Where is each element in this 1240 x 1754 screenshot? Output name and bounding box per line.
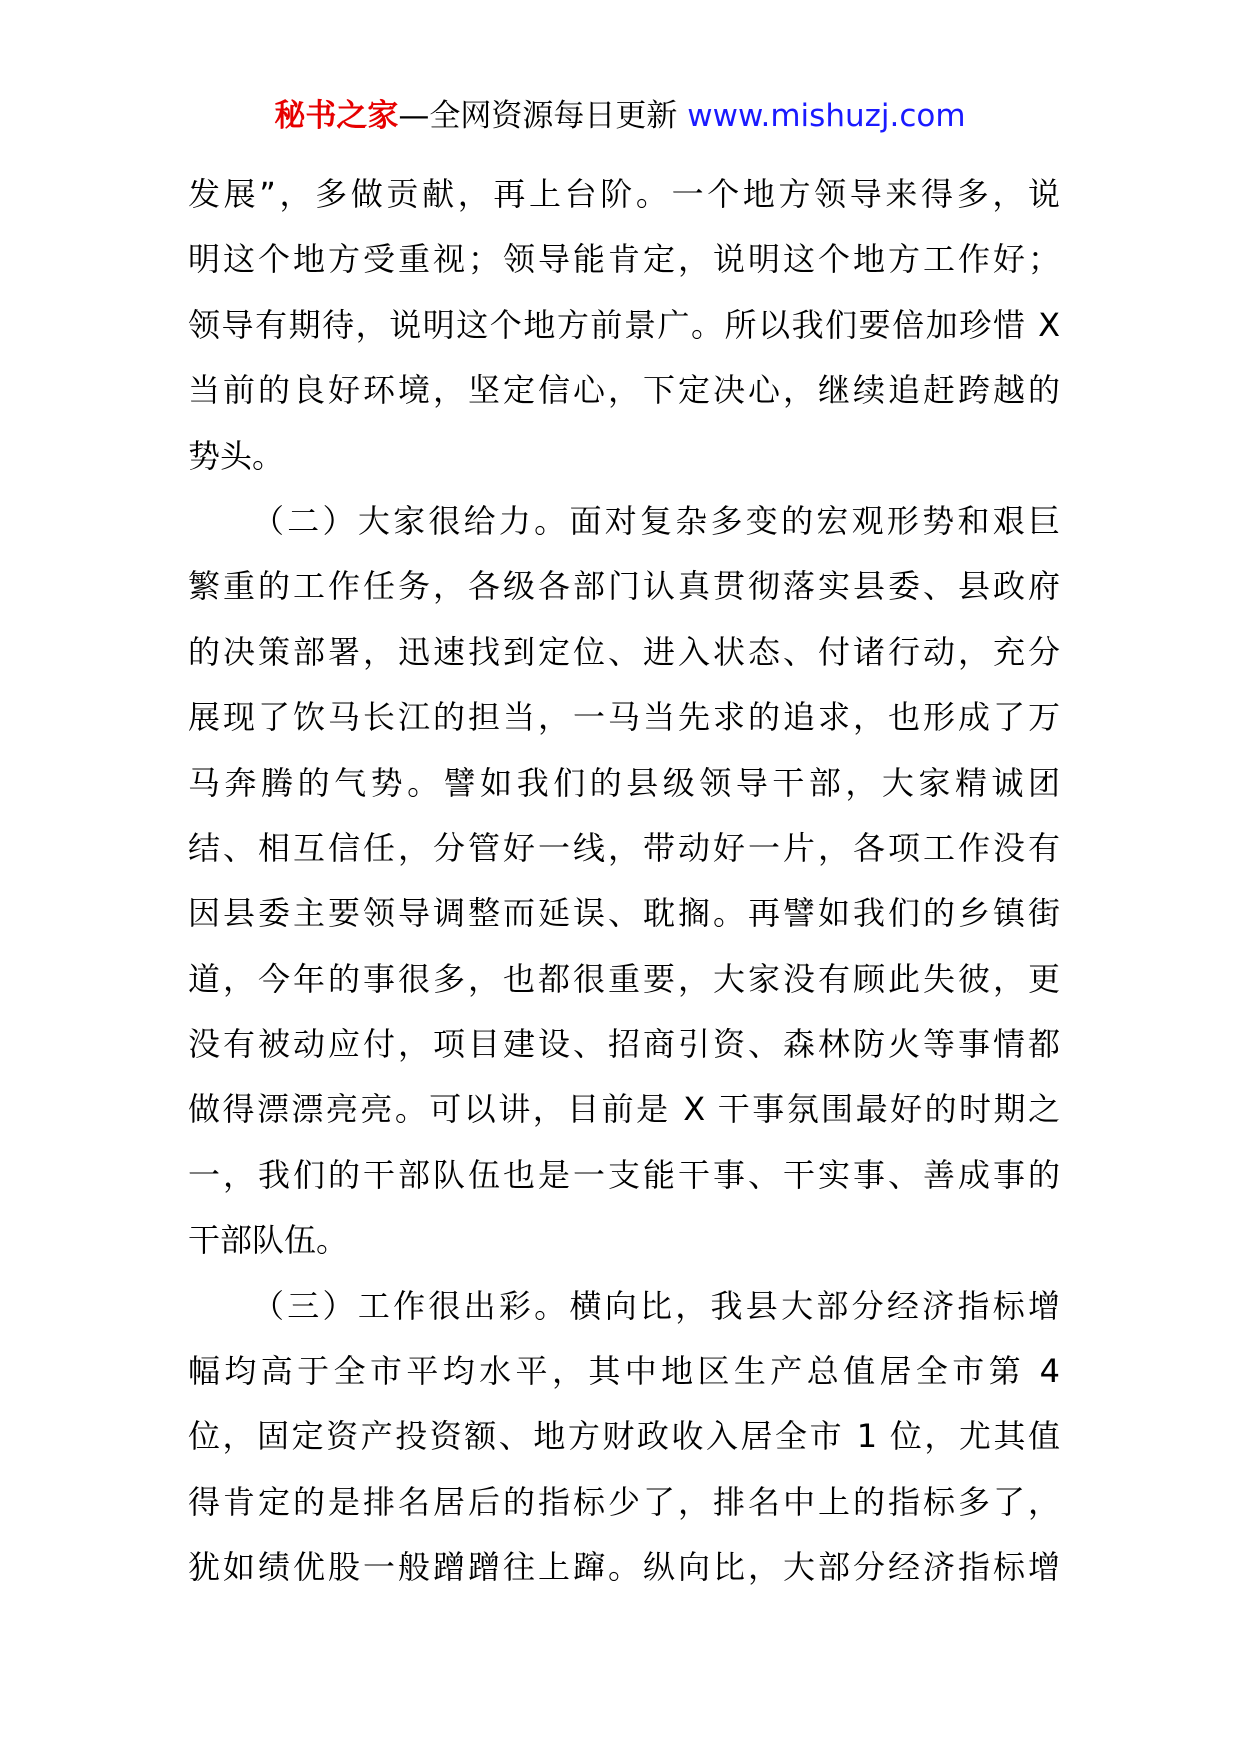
- text-line: 马奔腾的气势。譬如我们的县级领导干部，大家精诚团: [188, 763, 1060, 802]
- header-tagline: 全网资源每日更新: [429, 98, 688, 134]
- text-line: 领导有期待，说明这个地方前景广。所以我们要倍加珍惜 X: [188, 305, 1060, 344]
- text-line: 因县委主要领导调整而延误、耽搁。再譬如我们的乡镇街: [188, 894, 1060, 933]
- text-line: 当前的良好环境，坚定信心，下定决心，继续追赶跨越的: [188, 371, 1060, 410]
- text-line: 发展”，多做贡献，再上台阶。一个地方领导来得多，说: [188, 175, 1060, 213]
- paragraph-start-line: （三）工作很出彩。横向比，我县大部分经济指标增: [252, 1286, 1060, 1325]
- text-line: 的决策部署，迅速找到定位、进入状态、付诸行动，充分: [188, 632, 1060, 671]
- page-header: [0, 96, 1240, 136]
- text-line: 犹如绩优股一般蹭蹭往上蹿。纵向比，大部分经济指标增: [188, 1548, 1060, 1587]
- text-line: 道，今年的事很多，也都很重要，大家没有顾此失彼，更: [188, 959, 1060, 998]
- text-line: 一，我们的干部队伍也是一支能干事、干实事、善成事的: [188, 1155, 1060, 1194]
- paragraph-start-line: （二）大家很给力。面对复杂多变的宏观形势和艰巨: [252, 501, 1060, 540]
- text-line: 干部队伍。: [188, 1221, 349, 1260]
- site-url-link[interactable]: www.mishuzj.com: [687, 98, 966, 134]
- text-line: 做得漂漂亮亮。可以讲，目前是 X 干事氛围最好的时期之: [188, 1090, 1060, 1129]
- text-line: 势头。: [188, 436, 285, 475]
- text-line: 幅均高于全市平均水平，其中地区生产总值居全市第 4: [188, 1352, 1060, 1391]
- text-line: 结、相互信任，分管好一线，带动好一片，各项工作没有: [188, 828, 1060, 867]
- text-line: 展现了饮马长江的担当，一马当先求的追求，也形成了万: [188, 698, 1060, 737]
- text-line: 繁重的工作任务，各级各部门认真贯彻落实县委、县政府: [188, 567, 1060, 606]
- site-brand: 秘书之家: [274, 98, 399, 134]
- document-body: [188, 162, 1060, 1601]
- text-line: 没有被动应付，项目建设、招商引资、森林防火等事情都: [188, 1025, 1060, 1064]
- text-line: 得肯定的是排名居后的指标少了，排名中上的指标多了，: [188, 1482, 1060, 1521]
- header-separator: —: [398, 98, 430, 134]
- text-line: 明这个地方受重视；领导能肯定，说明这个地方工作好；: [188, 240, 1060, 279]
- text-line: 位，固定资产投资额、地方财政收入居全市 1 位，尤其值: [188, 1417, 1060, 1456]
